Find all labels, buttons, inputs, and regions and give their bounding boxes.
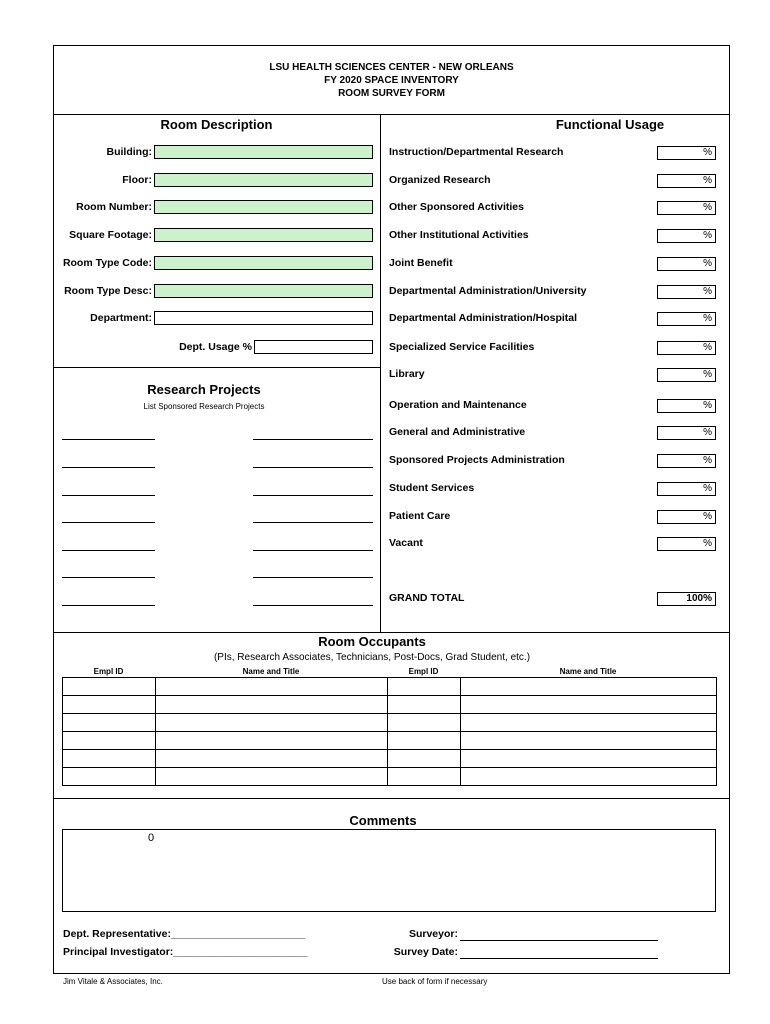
functional-usage-percent-input[interactable]: % <box>657 257 716 271</box>
occupant-cell[interactable] <box>155 731 387 749</box>
occupant-cell[interactable] <box>155 749 387 767</box>
occupant-cell[interactable] <box>62 677 155 695</box>
room-field-input[interactable] <box>154 145 373 159</box>
comments-title: Comments <box>349 813 417 828</box>
occupant-cell[interactable] <box>155 677 387 695</box>
occupant-cell[interactable] <box>387 749 460 767</box>
room-field-input[interactable] <box>154 256 373 270</box>
room-field-label: Room Type Code: <box>62 257 152 269</box>
dept-usage-input[interactable] <box>254 340 373 354</box>
occupants-divider <box>53 632 730 633</box>
occupant-cell[interactable] <box>387 767 460 785</box>
functional-usage-title: Functional Usage <box>555 117 665 132</box>
research-project-line[interactable] <box>253 605 373 606</box>
functional-usage-percent-input[interactable]: % <box>657 510 716 524</box>
functional-usage-label: Other Institutional Activities <box>389 229 529 241</box>
research-project-line[interactable] <box>253 439 373 440</box>
occupant-cell[interactable] <box>460 695 716 713</box>
occupant-cell[interactable] <box>387 677 460 695</box>
room-field-input[interactable] <box>154 311 373 325</box>
research-project-line[interactable] <box>62 467 155 468</box>
research-project-line[interactable] <box>62 605 155 606</box>
functional-usage-percent-input[interactable]: % <box>657 482 716 496</box>
functional-usage-percent-input[interactable]: % <box>657 454 716 468</box>
functional-usage-label: Patient Care <box>389 510 451 522</box>
col-header-empl-id-1: Empl ID <box>93 667 124 676</box>
research-project-line[interactable] <box>62 439 155 440</box>
research-project-line[interactable] <box>62 522 155 523</box>
header-line-2: FY 2020 SPACE INVENTORY <box>324 75 459 86</box>
functional-usage-percent-input[interactable]: % <box>657 285 716 299</box>
research-project-line[interactable] <box>253 467 373 468</box>
functional-usage-percent-input[interactable]: % <box>657 368 716 382</box>
col-header-empl-id-2: Empl ID <box>408 667 439 676</box>
comments-divider <box>53 798 730 799</box>
occupant-cell[interactable] <box>62 731 155 749</box>
functional-usage-label: Student Services <box>389 482 475 494</box>
functional-usage-percent-input[interactable]: % <box>657 537 716 551</box>
functional-usage-percent-input[interactable]: % <box>657 174 716 188</box>
functional-usage-label: Sponsored Projects Administration <box>389 454 565 466</box>
functional-usage-label: Specialized Service Facilities <box>389 341 535 353</box>
surveyor-line[interactable] <box>460 940 658 941</box>
functional-usage-label: Vacant <box>389 537 423 549</box>
functional-usage-percent-input[interactable]: % <box>657 426 716 440</box>
room-field-label: Building: <box>106 146 152 158</box>
functional-usage-percent-input[interactable]: % <box>657 399 716 413</box>
room-field-label: Room Type Desc: <box>64 285 152 297</box>
room-occupants-title: Room Occupants <box>318 634 426 649</box>
occupant-cell[interactable] <box>62 713 155 731</box>
research-project-line[interactable] <box>62 495 155 496</box>
functional-usage-percent-input[interactable]: % <box>657 312 716 326</box>
occupant-cell[interactable] <box>62 767 155 785</box>
room-field-label: Department: <box>90 312 152 324</box>
survey-date-line[interactable] <box>460 958 658 959</box>
research-project-line[interactable] <box>253 522 373 523</box>
surveyor-label: Surveyor: <box>408 928 458 940</box>
occupant-cell[interactable] <box>460 749 716 767</box>
occupant-cell[interactable] <box>387 713 460 731</box>
occupant-cell[interactable] <box>460 767 716 785</box>
functional-usage-label: General and Administrative <box>389 426 526 438</box>
research-project-line[interactable] <box>253 550 373 551</box>
room-field-label: Room Number: <box>76 201 152 213</box>
room-field-label: Floor: <box>122 174 152 186</box>
header-divider <box>53 114 730 115</box>
occupant-cell[interactable] <box>62 749 155 767</box>
functional-usage-label: Library <box>389 368 425 380</box>
functional-usage-label: Instruction/Departmental Research <box>389 146 564 158</box>
research-project-line[interactable] <box>62 550 155 551</box>
functional-usage-percent-input[interactable]: % <box>657 146 716 160</box>
functional-usage-label: Joint Benefit <box>389 257 453 269</box>
grand-total-value: 100% <box>657 592 716 606</box>
room-field-input[interactable] <box>154 284 373 298</box>
room-field-label: Square Footage: <box>69 229 152 241</box>
occupant-column-line <box>716 677 717 786</box>
middle-divider <box>380 114 381 632</box>
form-header <box>53 61 730 100</box>
occupant-cell[interactable] <box>387 695 460 713</box>
header-line-1: LSU HEALTH SCIENCES CENTER - NEW ORLEANS <box>269 62 514 73</box>
room-occupants-subtitle: (PIs, Research Associates, Technicians, Post-Docs, Grad Student, etc.) <box>213 652 531 663</box>
functional-usage-label: Organized Research <box>389 174 491 186</box>
grand-total-label: GRAND TOTAL <box>389 592 465 604</box>
occupant-cell[interactable] <box>155 695 387 713</box>
occupant-cell[interactable] <box>460 677 716 695</box>
occupant-cell[interactable] <box>460 713 716 731</box>
comments-value: 0 <box>148 832 155 844</box>
room-field-input[interactable] <box>154 228 373 242</box>
footer-company: Jim Vitale & Associates, Inc. <box>63 977 163 986</box>
room-description-title: Room Description <box>160 117 273 132</box>
col-header-name-title-2: Name and Title <box>559 667 617 676</box>
functional-usage-label: Operation and Maintenance <box>389 399 527 411</box>
occupant-row-line <box>62 785 716 786</box>
research-project-line[interactable] <box>62 577 155 578</box>
research-project-line[interactable] <box>253 495 373 496</box>
dept-usage-label: Dept. Usage % <box>179 341 252 353</box>
occupant-cell[interactable] <box>155 713 387 731</box>
occupant-cell[interactable] <box>460 731 716 749</box>
occupant-cell[interactable] <box>62 695 155 713</box>
occupant-cell[interactable] <box>387 731 460 749</box>
col-header-name-title-1: Name and Title <box>242 667 300 676</box>
research-project-line[interactable] <box>253 577 373 578</box>
functional-usage-percent-input[interactable]: % <box>657 201 716 215</box>
occupant-cell[interactable] <box>155 767 387 785</box>
comments-box[interactable] <box>62 829 716 912</box>
room-description-divider <box>53 367 380 368</box>
functional-usage-percent-input[interactable]: % <box>657 341 716 355</box>
principal-investigator-label[interactable]: Principal Investigator:_______________________ <box>63 946 308 958</box>
survey-date-label: Survey Date: <box>393 946 458 958</box>
functional-usage-percent-input[interactable]: % <box>657 229 716 243</box>
room-field-input[interactable] <box>154 200 373 214</box>
research-projects-subtitle: List Sponsored Research Projects <box>143 402 265 411</box>
header-line-3: ROOM SURVEY FORM <box>338 88 445 99</box>
footer-note: Use back of form if necessary <box>382 977 488 986</box>
room-field-input[interactable] <box>154 173 373 187</box>
functional-usage-label: Departmental Administration/University <box>389 285 587 297</box>
functional-usage-label: Other Sponsored Activities <box>389 201 524 213</box>
functional-usage-label: Departmental Administration/Hospital <box>389 312 578 324</box>
research-projects-title: Research Projects <box>147 382 261 397</box>
dept-representative-label[interactable]: Dept. Representative:_______________________ <box>63 928 306 940</box>
